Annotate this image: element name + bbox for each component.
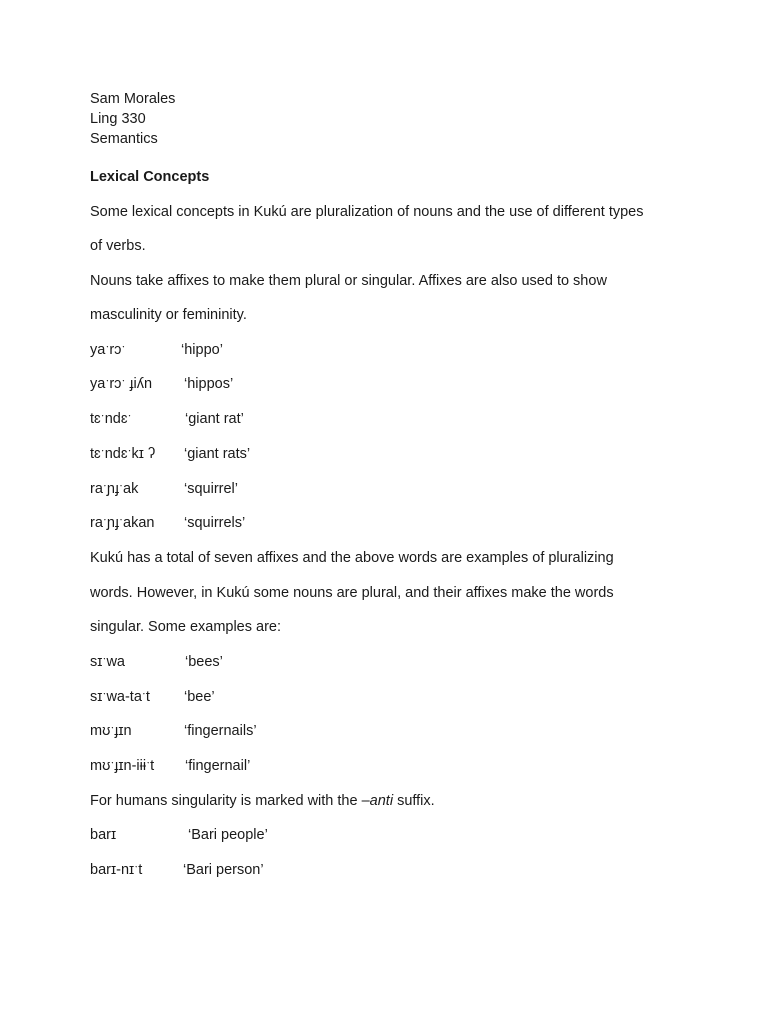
paragraph-line: Some lexical concepts in Kukú are pluralization of nouns and the use of different types (90, 204, 644, 220)
example-gloss: ‘fingernails’ (184, 723, 257, 739)
example-word: barɪ-nɪˑt (90, 862, 143, 878)
paragraph-line: Nouns take affixes to make them plural or singular. Affixes are also used to show (90, 273, 607, 289)
example-gloss: ‘bees’ (185, 654, 223, 670)
author-name: Sam Morales (90, 91, 176, 107)
paragraph-line: singular. Some examples are: (90, 619, 282, 635)
example-gloss: ‘squirrels’ (184, 515, 246, 531)
paragraph-line: masculinity or femininity. (90, 307, 247, 323)
example-gloss: ‘giant rats’ (184, 446, 251, 462)
paragraph-line: words. However, in Kukú some nouns are plural, and their affixes make the words (90, 585, 614, 601)
section-title: Lexical Concepts (90, 169, 210, 185)
example-gloss: ‘squirrel’ (184, 481, 238, 497)
paragraph-text: For humans singularity is marked with the – (90, 793, 370, 809)
example-word: yaˑrɔˑ (90, 342, 126, 358)
example-word: yaˑrɔˑ ɟiʎn (90, 376, 153, 392)
example-gloss: ‘Bari person’ (183, 862, 264, 878)
paragraph-line (90, 792, 435, 810)
course-name: Ling 330 (90, 111, 146, 127)
example-word: mʊˑɟɪn-iɨɨˑt (90, 758, 155, 774)
example-gloss: ‘hippos’ (184, 376, 234, 392)
subject-name: Semantics (90, 131, 158, 147)
example-word: barɪ (90, 827, 117, 843)
paragraph-line: of verbs. (90, 238, 146, 254)
example-gloss: ‘fingernail’ (185, 758, 251, 774)
example-gloss: ‘giant rat’ (185, 411, 244, 427)
example-word: tɛˑndɛˑ (90, 411, 132, 427)
example-gloss: ‘bee’ (184, 689, 215, 705)
example-word: tɛˑndɛˑkɪ ʔ (90, 446, 156, 462)
example-gloss: ‘Bari people’ (188, 827, 268, 843)
example-gloss: ‘hippo’ (181, 342, 223, 358)
paragraph-line: Kukú has a total of seven affixes and the above words are examples of pluralizing (90, 550, 614, 566)
example-word: mʊˑɟɪn (90, 723, 132, 739)
example-word: raˑɲɟˑak (90, 481, 139, 497)
example-word: sɪˑwa (90, 654, 125, 670)
example-word: raˑɲɟˑakan (90, 515, 155, 531)
paragraph-text: suffix. (393, 793, 435, 809)
suffix-emphasis: anti (369, 793, 394, 809)
example-word: sɪˑwa-taˑt (90, 689, 150, 705)
